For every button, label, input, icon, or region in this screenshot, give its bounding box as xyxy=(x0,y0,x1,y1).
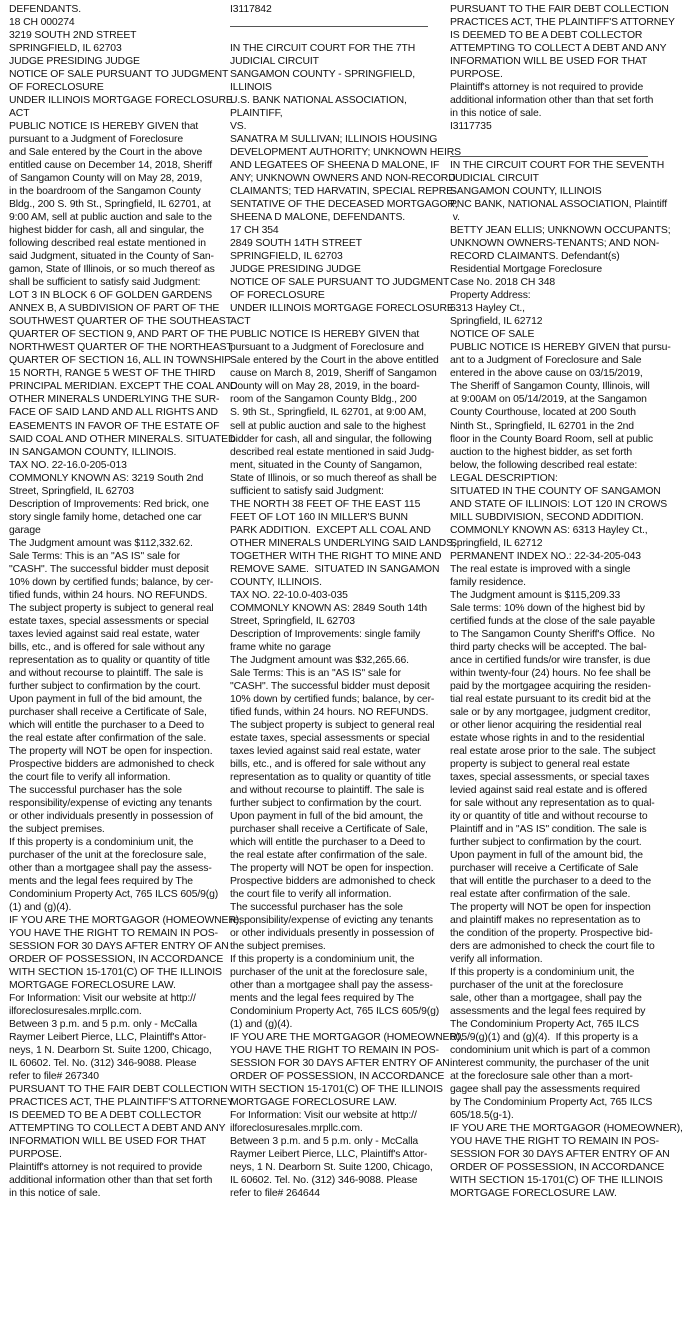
notice-line: DEFENDANTS. xyxy=(9,4,81,15)
notice-line: COMMONLY KNOWN AS: 3219 South 2nd xyxy=(9,472,204,484)
notice-line: below, the following described real estate: xyxy=(450,459,638,471)
notice-line: property is subject to general real estate xyxy=(450,758,630,770)
notice-line: cause on March 8, 2019, Sheriff of Sangamon xyxy=(230,368,437,380)
notice-line: within twenty-four (24) hours. No fee shall be xyxy=(450,667,651,679)
notice-line: gamon, State of Illinois, or so much thereof as xyxy=(9,264,215,276)
notice-line: PERMANENT INDEX NO.: 22-34-205-043 xyxy=(450,550,641,562)
notice-line: the court file to verify all information. xyxy=(230,889,392,901)
notice-line: Raymer Leibert Pierce, LLC, Plaintiff's Attor- xyxy=(9,1032,207,1044)
notice-line: Plaintiff's attorney is not required to provide xyxy=(9,1162,203,1174)
notice-line: IL 60602. Tel. No. (312) 346-9088. Please xyxy=(9,1058,197,1070)
notice-line: pursuant to a Judgment of Foreclosure and xyxy=(230,342,424,354)
notice-line: the real estate after confirmation of the sale. xyxy=(230,850,428,862)
notice-line: UNDER ILLINOIS MORTGAGE FORECLOSURE xyxy=(230,303,454,315)
notice-line: Residential Mortgage Foreclosure xyxy=(450,264,603,276)
notice-line: tified funds, within 24 hours. NO REFUNDS. xyxy=(9,589,208,601)
notice-line: Upon payment in full of the bid amount, the xyxy=(9,693,202,705)
notice-line: purchaser of the unit at the foreclosure xyxy=(450,980,624,992)
notice-line: SHEENA D MALONE, DEFENDANTS. xyxy=(230,212,406,224)
notice-line: I3117735 xyxy=(450,121,492,133)
notice-line: SESSION FOR 30 DAYS AFTER ENTRY OF AN xyxy=(230,1058,450,1070)
notice-line: entitled cause on December 14, 2018, Sheriff xyxy=(9,160,213,172)
notice-line: PUBLIC NOTICE IS HEREBY GIVEN that xyxy=(230,329,420,341)
notice-line: neys, 1 N. Dearborn St. Suite 1200, Chicago, xyxy=(9,1045,212,1057)
notice-line: SESSION FOR 30 DAYS AFTER ENTRY OF AN xyxy=(9,941,229,953)
notice-line: PURSUANT TO THE FAIR DEBT COLLECTION xyxy=(9,1084,228,1096)
notice-line: COUNTY, ILLINOIS. xyxy=(230,576,322,588)
notice-line: PUBLIC NOTICE IS HEREBY GIVEN that pursu- xyxy=(450,342,671,354)
notice-line: Plaintiff and in "AS IS" condition. The sale is xyxy=(450,823,647,835)
notice-line: estate taxes, special assessments or special xyxy=(230,732,430,744)
column-3 xyxy=(450,3,683,1200)
notice-line: which will entitle the purchaser to a Deed to xyxy=(230,837,426,848)
notice-line: and Sale entered by the Court in the above xyxy=(9,147,203,159)
notice-line: interest community, the purchaser of the unit xyxy=(450,1058,649,1070)
notice-line: highest bidder for cash, all and singular, the xyxy=(9,225,204,237)
notice-line: purchaser of the unit at the foreclosure sale, xyxy=(230,967,428,979)
notice-line: The successful purchaser has the sole xyxy=(9,784,182,796)
notice-line: LEGAL DESCRIPTION: xyxy=(450,472,558,484)
notice-line: following described real estate mentioned in xyxy=(9,238,206,250)
notice-line: WITH SECTION 15-1701(C) OF THE ILLINOIS xyxy=(9,967,222,979)
notice-line: Condominium Property Act, 765 ILCS 605/9(g) xyxy=(9,889,219,901)
notice-line: "CASH". The successful bidder must deposit xyxy=(9,563,209,575)
notice-line: YOU HAVE THE RIGHT TO REMAIN IN POS- xyxy=(450,1136,659,1148)
notice-line: additional information other than that set forth xyxy=(450,95,654,107)
notice-line: Sale entered by the Court in the above entitled xyxy=(230,355,439,367)
notice-line: taxes levied against said real estate, water xyxy=(230,745,421,757)
notice-line: SAID COAL AND OTHER MINERALS. SITUATED xyxy=(9,433,236,445)
notice-line: that will entitle the purchaser to a deed to the xyxy=(450,876,652,888)
notice-line: DEVELOPMENT AUTHORITY; UNKNOWN HEIRS xyxy=(230,147,461,159)
notice-line: purchaser will receive a Certificate of Sale xyxy=(450,863,639,875)
notice-line: ANY; UNKNOWN OWNERS AND NON-RECORD xyxy=(230,173,456,185)
notice-line: MORTGAGE FORECLOSURE LAW. xyxy=(450,1188,617,1200)
notice-line: condominium unit which is part of a common xyxy=(450,1045,650,1057)
notice-line: Case No. 2018 CH 348 xyxy=(450,277,556,289)
notice-line: If this property is a condominium unit, the xyxy=(450,967,635,979)
notice-line: PRINCIPAL MERIDIAN. EXCEPT THE COAL AND xyxy=(9,381,238,393)
notice-line: tified funds, within 24 hours. NO REFUNDS. xyxy=(230,706,429,718)
notice-line: The property will NOT be open for inspection. xyxy=(230,863,434,875)
notice-line: by The Condominium Property Act, 765 ILCS xyxy=(450,1097,653,1109)
notice-line: said Judgment, situated in the County of San- xyxy=(9,251,214,263)
notice-line: TAX NO. 22-10.0-403-035 xyxy=(230,589,348,601)
notice-line: shall be sufficient to satisfy said Judgment: xyxy=(9,277,201,289)
notice-line: further subject to confirmation by the court. xyxy=(450,837,642,848)
notice-line: assessments and the legal fees required by xyxy=(450,1006,646,1018)
notice-line: PRACTICES ACT, THE PLAINTIFF'S ATTORNEY xyxy=(450,17,675,29)
notice-line: IN THE CIRCUIT COURT FOR THE SEVENTH xyxy=(450,160,665,172)
notice-line: FACE OF SAID LAND AND ALL RIGHTS AND xyxy=(9,407,218,419)
notice-line: IN THE CIRCUIT COURT FOR THE 7TH xyxy=(230,43,416,55)
notice-line: Between 3 p.m. and 5 p.m. only - McCalla xyxy=(230,1136,419,1148)
notice-line: BETTY JEAN ELLIS; UNKNOWN OCCUPANTS; xyxy=(450,225,671,237)
notice-line: of Sangamon County will on May 28, 2019, xyxy=(9,173,203,185)
notice-line: TAX NO. 22-16.0-205-013 xyxy=(9,459,127,471)
notice-line: Description of Improvements: Red brick, one xyxy=(9,498,209,510)
notice-line: S. 9th St., Springfield, IL 62701, at 9:00 AM, xyxy=(230,407,427,419)
notice-line: 6313 Hayley Ct., xyxy=(450,303,525,315)
notice-line: 10% down by certified funds; balance, by cer- xyxy=(230,693,435,705)
notice-line: JUDICIAL CIRCUIT xyxy=(230,56,319,68)
notice-line: INFORMATION WILL BE USED FOR THAT xyxy=(450,56,648,68)
notice-line: certified funds at the close of the sale payable xyxy=(450,615,656,627)
notice-line: PUBLIC NOTICE IS HEREBY GIVEN that xyxy=(9,121,199,133)
notice-line: for sale without any representation as to qual- xyxy=(450,797,655,809)
notice-line: other than a mortgagee shall pay the assess- xyxy=(9,863,212,875)
notice-line: in this notice of sale. xyxy=(450,108,542,120)
notice-line: ATTEMPTING TO COLLECT A DEBT AND ANY xyxy=(450,43,667,55)
notice-line: room of the Sangamon County Bldg., 200 xyxy=(230,394,417,406)
notice-line: SENTATIVE OF THE DECEASED MORTGAGOR, xyxy=(230,199,458,211)
notice-line: COMMONLY KNOWN AS: 6313 Hayley Ct., xyxy=(450,524,648,536)
notice-line: MORTGAGE FORECLOSURE LAW. xyxy=(9,980,176,992)
notice-line: third party checks will be accepted. The bal- xyxy=(450,641,647,653)
notice-line: and without recourse to plaintiff. The sale is xyxy=(230,784,424,796)
notice-line: FEET OF LOT 160 IN MILLER'S BUNN xyxy=(230,511,408,523)
notice-line: ance in certified funds/or wire transfer, is due xyxy=(450,654,651,666)
notice-line: U.S. BANK NATIONAL ASSOCIATION, xyxy=(230,95,407,107)
notice-line: Sale terms: 10% down of the highest bid by xyxy=(450,602,645,614)
notice-line: PNC BANK, NATIONAL ASSOCIATION, Plaintiff xyxy=(450,199,667,211)
notice-line: NOTICE OF SALE xyxy=(450,329,535,341)
notice-line: IS DEEMED TO BE A DEBT COLLECTOR xyxy=(9,1110,202,1122)
notice-separator xyxy=(450,156,648,157)
notice-line: SPRINGFIELD, IL 62703 xyxy=(230,251,343,263)
notice-line: ACT xyxy=(230,316,251,328)
notice-line: Sale Terms: This is an "AS IS" sale for xyxy=(9,550,180,562)
notice-line: levied against said real estate and is offered xyxy=(450,784,648,796)
notice-line: refer to file# 267340 xyxy=(9,1071,99,1083)
notice-line: The real estate is improved with a single xyxy=(450,563,631,575)
notice-line: real estate after confirmation of the sale. xyxy=(450,889,631,901)
notice-line: OF FORECLOSURE xyxy=(230,290,325,302)
notice-line: entered in the above cause on 03/15/2019, xyxy=(450,368,643,380)
notice-line: OTHER MINERALS UNDERLYING THE SUR- xyxy=(9,394,220,406)
notice-line: family residence. xyxy=(450,576,526,588)
notice-line: YOU HAVE THE RIGHT TO REMAIN IN POS- xyxy=(9,928,218,940)
notice-line: The Judgment amount is $115,209.33 xyxy=(450,589,621,601)
notice-line: Springfield, IL 62712 xyxy=(450,537,543,549)
notice-line: 10% down by certified funds; balance, by cer- xyxy=(9,576,214,588)
notice-line: neys, 1 N. Dearborn St. Suite 1200, Chicago, xyxy=(230,1162,433,1174)
notice-line: SESSION FOR 30 DAYS AFTER ENTRY OF AN xyxy=(450,1149,670,1161)
notice-line: story single family home, detached one car xyxy=(9,511,202,523)
notice-line: ORDER OF POSSESSION, IN ACCORDANCE xyxy=(450,1162,665,1174)
notice-line: SANGAMON COUNTY - SPRINGFIELD, xyxy=(230,69,415,81)
notice-line: Description of Improvements: single family xyxy=(230,628,421,640)
notice-line: bills, etc., and is offered for sale without any xyxy=(9,641,205,653)
notice-line: 2849 SOUTH 14TH STREET xyxy=(230,238,362,250)
notice-line: For Information: Visit our website at http:// xyxy=(9,993,196,1005)
notice-line: Property Address: xyxy=(450,290,531,302)
notice-line: UNKNOWN OWNERS-TENANTS; AND NON- xyxy=(450,238,660,250)
notice-line: THE NORTH 38 FEET OF THE EAST 115 xyxy=(230,498,421,510)
notice-line: AND STATE OF ILLINOIS: LOT 120 IN CROWS xyxy=(450,498,668,510)
notice-line: UNDER ILLINOIS MORTGAGE FORECLOSURE xyxy=(9,95,233,107)
notice-line: IF YOU ARE THE MORTGAGOR (HOMEOWNER), xyxy=(230,1032,463,1044)
notice-line: (1) and (g)(4). xyxy=(9,902,72,914)
notice-line: Condominium Property Act, 765 ILCS 605/9(g) xyxy=(230,1006,440,1018)
notice-line: purchaser shall receive a Certificate of Sale, xyxy=(230,823,428,835)
notice-line: Springfield, IL 62712 xyxy=(450,316,543,328)
notice-line: described real estate mentioned in said Judg- xyxy=(230,446,435,458)
notice-line: real estate arose prior to the sale. The subject xyxy=(450,745,656,757)
notice-line: Ninth St., Springfield, IL 62701 in the 2nd xyxy=(450,420,634,432)
notice-line: NOTICE OF SALE PURSUANT TO JUDGMENT xyxy=(9,69,229,81)
notice-line: ORDER OF POSSESSION, IN ACCORDANCE xyxy=(9,954,224,966)
notice-line: ANNEX B, A SUBDIVISION OF PART OF THE xyxy=(9,303,220,315)
notice-line: and without recourse to plaintiff. The sale is xyxy=(9,667,203,679)
notice-line: The Condominium Property Act, 765 ILCS xyxy=(450,1019,639,1031)
notice-line: "CASH". The successful bidder must deposit xyxy=(230,680,430,692)
column-2 xyxy=(230,3,463,1200)
notice-line: County will on May 28, 2019, in the board- xyxy=(230,381,420,393)
notice-line: the condition of the property. Prospective bid- xyxy=(450,928,653,940)
notice-line: ORDER OF POSSESSION, IN ACCORDANCE xyxy=(230,1071,445,1083)
notice-line: the court file to verify all information. xyxy=(9,771,171,783)
notice-line: The property will NOT be open for inspection. xyxy=(9,745,213,757)
notice-line: For Information: Visit our website at http:// xyxy=(230,1110,417,1122)
notice-line: INFORMATION WILL BE USED FOR THAT xyxy=(9,1136,207,1148)
notice-line: SOUTHWEST QUARTER OF THE SOUTHEAST xyxy=(9,316,232,328)
notice-line: bidder for cash, all and singular, the following xyxy=(230,433,432,445)
notice-line: Prospective bidders are admonished to check xyxy=(9,758,215,770)
notice-line: at the foreclosure sale other than a mort- xyxy=(450,1071,633,1083)
notice-line: sell at public auction and sale to the highest xyxy=(230,420,426,432)
notice-line: WITH SECTION 15-1701(C) OF THE ILLINOIS xyxy=(230,1084,443,1096)
notice-line: TOGETHER WITH THE RIGHT TO MINE AND xyxy=(230,550,442,562)
notice-line: JUDICIAL CIRCUIT xyxy=(450,173,539,185)
notice-line: MORTGAGE FORECLOSURE LAW. xyxy=(230,1097,397,1109)
notice-line: estate taxes, special assessments or special xyxy=(9,615,209,627)
notice-line: RECORD CLAIMANTS. Defendant(s) xyxy=(450,251,620,263)
notice-line: If this property is a condominium unit, the xyxy=(9,837,194,848)
notice-line: ilforeclosuresales.mrpllc.com. xyxy=(9,1006,142,1018)
notice-line: The successful purchaser has the sole xyxy=(230,902,403,914)
notice-line: Street, Springfield, IL 62703 xyxy=(230,615,355,627)
notice-line: ilforeclosuresales.mrpllc.com. xyxy=(230,1123,363,1135)
notice-line: PRACTICES ACT, THE PLAINTIFF'S ATTORNEY xyxy=(9,1097,234,1109)
notice-line: paid by the mortgagee acquiring the residen- xyxy=(450,680,651,692)
notice-line: to The Sangamon County Sheriff's Office. No xyxy=(450,628,655,640)
notice-line: ATTEMPTING TO COLLECT A DEBT AND ANY xyxy=(9,1123,226,1135)
notice-line: responsibility/expense of evicting any tenants xyxy=(230,915,433,927)
notice-line: YOU HAVE THE RIGHT TO REMAIN IN POS- xyxy=(230,1045,439,1057)
notice-line: 605/18.5(g-1). xyxy=(450,1110,514,1122)
notice-line: COMMONLY KNOWN AS: 2849 South 14th xyxy=(230,602,428,614)
notice-line: PURSUANT TO THE FAIR DEBT COLLECTION xyxy=(450,4,669,15)
notice-line: The subject property is subject to general real xyxy=(9,602,214,614)
notice-line: VS. xyxy=(230,121,247,133)
notice-line: NORTHWEST QUARTER OF THE NORTHEAST xyxy=(9,342,233,354)
notice-line: auction to the highest bidder, as set forth xyxy=(450,446,632,458)
notice-line: representation as to quality or quantity of title xyxy=(230,771,431,783)
notice-line: sale or by any mortgagee, judgment creditor, xyxy=(450,706,651,718)
notice-line: floor in the County Board Room, sell at public xyxy=(450,433,653,445)
notice-line: PLAINTIFF, xyxy=(230,108,283,120)
notice-line: or other individuals presently in possession of xyxy=(9,810,214,822)
notice-line: ments and the legal fees required by The xyxy=(9,876,193,888)
notice-line: or other individuals presently in possession of xyxy=(230,928,435,940)
notice-line: SANATRA M SULLIVAN; ILLINOIS HOUSING xyxy=(230,134,438,146)
notice-line: PARK ADDITION. EXCEPT ALL COAL AND xyxy=(230,524,431,536)
notice-line: JUDGE PRESIDING JUDGE xyxy=(230,264,361,276)
notice-line: or other lienor acquiring the residential real xyxy=(450,719,642,731)
notice-line: taxes levied against said real estate, water xyxy=(9,628,200,640)
notice-line: the subject premises. xyxy=(9,823,105,835)
notice-line: ity or quantity of title and without recourse to xyxy=(450,810,648,822)
notice-line: Upon payment in full of the amount bid, the xyxy=(450,850,643,862)
notice-line: EASEMENTS IN FAVOR OF THE ESTATE OF xyxy=(9,420,220,432)
notice-line: ACT xyxy=(9,108,30,120)
notice-line: Prospective bidders are admonished to check xyxy=(230,876,436,888)
notice-line: The property will NOT be open for inspection xyxy=(450,902,651,914)
notice-line: 17 CH 354 xyxy=(230,225,279,237)
notice-line: tial real estate pursuant to its credit bid at the xyxy=(450,693,651,705)
notice-line: Between 3 p.m. and 5 p.m. only - McCalla xyxy=(9,1019,198,1031)
notice-line: bills, etc., and is offered for sale without any xyxy=(230,758,426,770)
notice-line: Sale Terms: This is an "AS IS" sale for xyxy=(230,667,401,679)
notice-line: the subject premises. xyxy=(230,941,326,953)
notice-line: SPRINGFIELD, IL 62703 xyxy=(9,43,122,55)
notice-line: at 9:00AM on 05/14/2019, at the Sangamon xyxy=(450,394,647,406)
notice-line: which will entitle the purchaser to a Deed to xyxy=(9,719,205,731)
notice-line: 18 CH 000274 xyxy=(9,17,75,29)
notice-line: MILL SUBDIVISION, SECOND ADDITION. xyxy=(450,511,644,523)
notice-line: Upon payment in full of the bid amount, the xyxy=(230,810,423,822)
notice-line: IF YOU ARE THE MORTGAGOR (HOMEOWNER), xyxy=(450,1123,683,1135)
notice-line: SANGAMON COUNTY, ILLINOIS xyxy=(450,186,602,198)
notice-line: QUARTER OF SECTION 9, AND PART OF THE xyxy=(9,329,228,341)
notice-line: Bldg., 200 S. 9th St., Springfield, IL 62701, at xyxy=(9,199,211,211)
notice-line: IN SANGAMON COUNTY, ILLINOIS. xyxy=(9,446,177,458)
notice-line: 3219 SOUTH 2ND STREET xyxy=(9,30,137,42)
notice-line: further subject to confirmation by the court. xyxy=(230,797,422,809)
notice-line: The Judgment amount was $32,265.66. xyxy=(230,654,409,666)
notice-line: sufficient to satisfy said Judgment: xyxy=(230,485,384,497)
notice-line: QUARTER OF SECTION 16, ALL IN TOWNSHIP xyxy=(9,355,231,367)
notice-line: purchaser of the unit at the foreclosure sale, xyxy=(9,850,207,862)
notice-line: further subject to confirmation by the court. xyxy=(9,680,201,692)
notice-line xyxy=(230,16,428,29)
notice-line: PURPOSE. xyxy=(9,1149,62,1161)
notice-separator xyxy=(230,26,428,27)
notice-line: OF FORECLOSURE xyxy=(9,82,104,94)
notice-line: frame white no garage xyxy=(230,641,331,653)
notice-line: REMOVE SAME. SITUATED IN SANGAMON xyxy=(230,563,440,575)
notice-line: refer to file# 264644 xyxy=(230,1188,320,1200)
notice-line: OTHER MINERALS UNDERLYING SAID LANDS, xyxy=(230,537,456,549)
notice-line xyxy=(450,146,648,159)
notice-line: Raymer Leibert Pierce, LLC, Plaintiff's Attor- xyxy=(230,1149,428,1161)
notice-line: taxes, special assessments, or special taxes xyxy=(450,771,650,783)
notice-line: ILLINOIS xyxy=(230,82,272,94)
notice-line: gagee shall pay the assessments required xyxy=(450,1084,640,1096)
notice-line: pursuant to a Judgment of Foreclosure xyxy=(9,134,184,146)
notice-line: AND LEGATEES OF SHEENA D MALONE, IF xyxy=(230,160,440,172)
notice-line: The Judgment amount was $112,332.62. xyxy=(9,537,193,549)
notice-line: and plaintiff makes no representation as to xyxy=(450,915,641,927)
notice-line: If this property is a condominium unit, the xyxy=(230,954,415,966)
notice-line: additional information other than that set forth xyxy=(9,1175,213,1187)
notice-line: 605/9(g)(1) and (g)(4). If this property is a xyxy=(450,1032,638,1044)
notice-line: estate whose rights in and to the residential xyxy=(450,732,645,744)
notice-line: CLAIMANTS; TED HARVATIN, SPECIAL REPRE- xyxy=(230,186,457,198)
notice-line xyxy=(230,29,428,42)
notice-line: WITH SECTION 15-1701(C) OF THE ILLINOIS xyxy=(450,1175,663,1187)
notice-line: IS DEEMED TO BE A DEBT COLLECTOR xyxy=(450,30,643,42)
notice-line: ant to a Judgment of Foreclosure and Sale xyxy=(450,355,642,367)
notice-line: IF YOU ARE THE MORTGAGOR (HOMEOWNER), xyxy=(9,915,242,927)
notice-line: in the boardroom of the Sangamon County xyxy=(9,186,201,198)
notice-line: The Sheriff of Sangamon County, Illinois, will xyxy=(450,381,650,393)
notice-line: I3117842 xyxy=(230,4,272,15)
notice-line xyxy=(450,133,648,146)
notice-line: Street, Springfield, IL 62703 xyxy=(9,485,134,497)
notice-line: PURPOSE. xyxy=(450,69,503,81)
notice-line: in this notice of sale. xyxy=(9,1188,101,1200)
notice-line: (1) and (g)(4). xyxy=(230,1019,293,1031)
notice-line: IL 60602. Tel. No. (312) 346-9088. Please xyxy=(230,1175,418,1187)
notice-line: ment, situated in the County of Sangamon, xyxy=(230,459,423,471)
notice-line: ders are admonished to check the court file to xyxy=(450,941,655,953)
notice-line: other than a mortgagee shall pay the assess- xyxy=(230,980,433,992)
notice-line: JUDGE PRESIDING JUDGE xyxy=(9,56,140,68)
notice-line: NOTICE OF SALE PURSUANT TO JUDGMENT xyxy=(230,277,450,289)
notice-line: responsibility/expense of evicting any tenants xyxy=(9,797,212,809)
notice-line: SITUATED IN THE COUNTY OF SANGAMON xyxy=(450,485,661,497)
notice-line: sale, other than a mortgagee, shall pay the xyxy=(450,993,642,1005)
notice-line: ments and the legal fees required by The xyxy=(230,993,414,1005)
notice-line: LOT 3 IN BLOCK 6 OF GOLDEN GARDENS xyxy=(9,290,213,302)
notice-line: The subject property is subject to general real xyxy=(230,719,435,731)
notice-line: the real estate after confirmation of the sale. xyxy=(9,732,207,744)
notice-line: County Courthouse, located at 200 South xyxy=(450,407,636,419)
notice-line: Plaintiff's attorney is not required to provide xyxy=(450,82,644,94)
notice-line: 9:00 AM, sell at public auction and sale to the xyxy=(9,212,212,224)
notice-line: purchaser shall receive a Certificate of Sale, xyxy=(9,706,207,718)
notice-line: State of Illinois, or so much thereof as shall be xyxy=(230,472,437,484)
notice-line: 15 NORTH, RANGE 5 WEST OF THE THIRD xyxy=(9,368,216,380)
notice-line: representation as to quality or quantity of title xyxy=(9,654,210,666)
notice-line: v. xyxy=(450,212,460,224)
notice-line: verify all information. xyxy=(450,954,543,966)
notice-line: garage xyxy=(9,524,41,536)
